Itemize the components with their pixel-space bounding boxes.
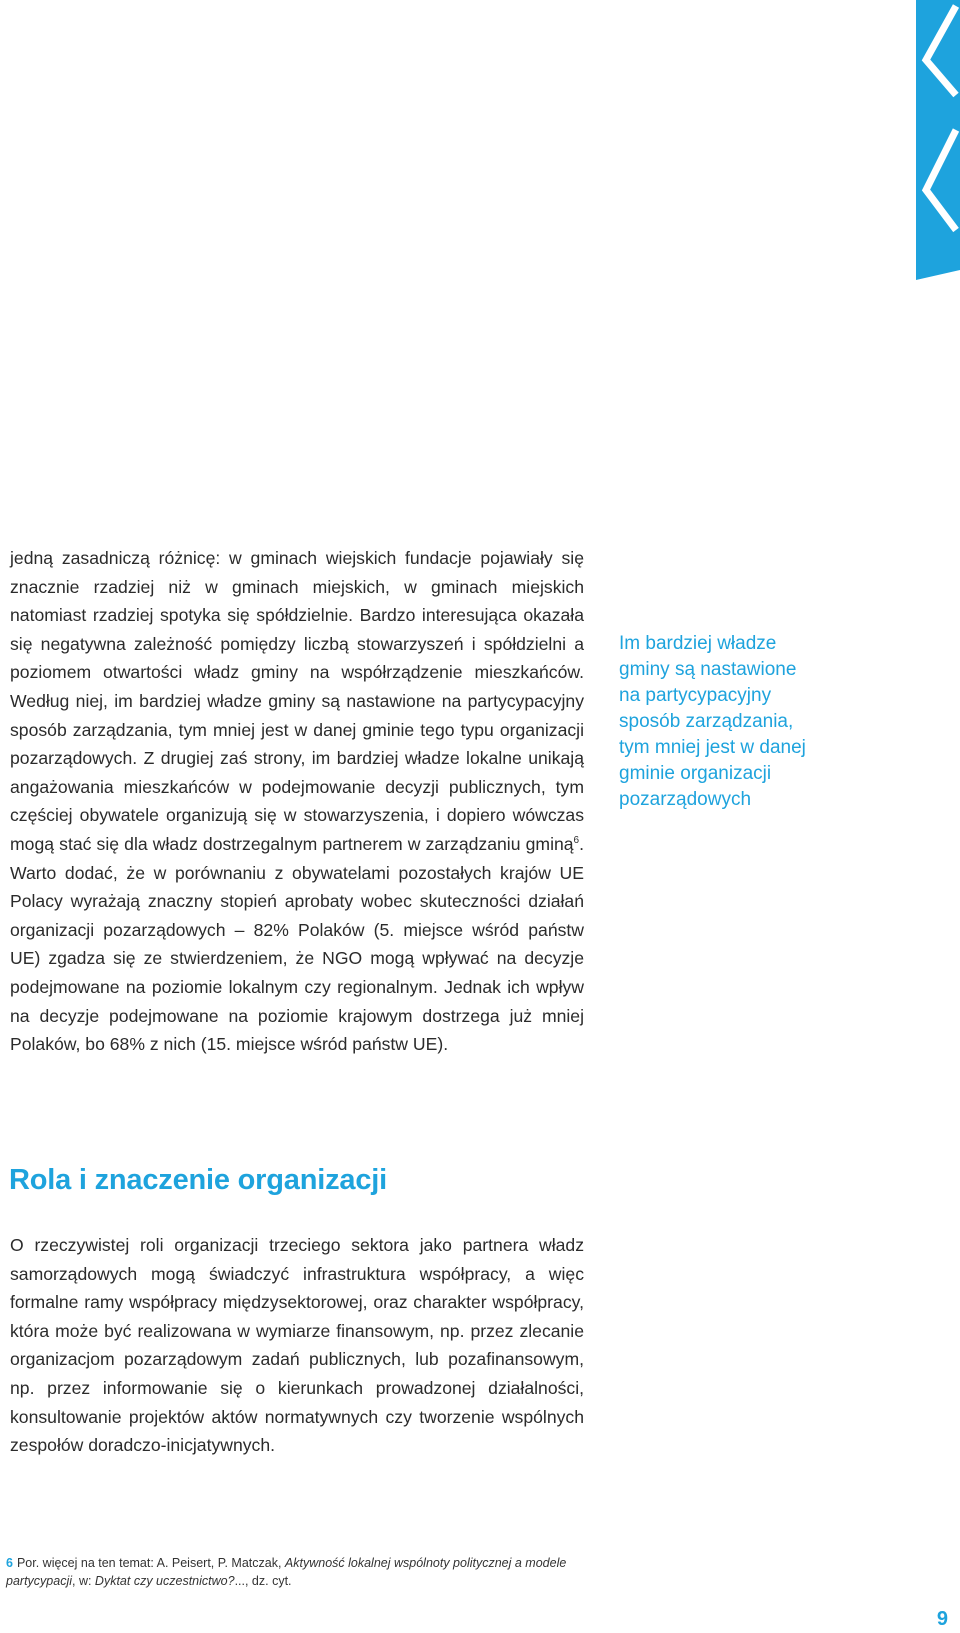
pull-quote-line: pozarządowych	[619, 789, 752, 810]
section-heading: Rola i znaczenie organizacji	[9, 1164, 387, 1196]
body-paragraph-2	[10, 1231, 584, 1460]
footnote	[6, 1554, 606, 1590]
footnote-source: Dyktat czy uczestnictwo?	[94, 1574, 235, 1588]
footnote-text-after: ..., dz. cyt.	[234, 1574, 292, 1588]
pull-quote-line: sposób zarządzania,	[619, 711, 794, 732]
footnote-text-middle: , w:	[72, 1574, 95, 1588]
footnote-number: 6	[6, 1556, 13, 1570]
paragraph-1-text: jedną zasadniczą różnicę: w gminach wiejskich fundacje pojawiały się znacznie rzadziej niż w gminach miejskich, w gminach miejskich natomiast rzadziej spotyka się spółdzielnie. Bardzo interesująca okazała się negatywna zależność pomiędzy liczbą stowarzyszeń i spółdzielni a poziomem otwartości władz gminy na współrządzenie mieszkańców. Według niej, im bardziej władze gminy są nastawione na partycypacyjny sposób zarządzania, tym mniej jest w danej gminie tego typu organizacji pozarządowych. Z drugiej zaś strony, im bardziej władze lokalne unikają angażowania mieszkańców w podejmowanie decyzji publicznych, tym częściej obywatele organizują się w stowarzyszenia, i dopiero wówczas mogą stać się dla władz dostrzegalnym partnerem w zarządzaniu gminą	[10, 548, 584, 854]
paragraph-2-text: O rzeczywistej roli organizacji trzeciego sektora jako partnera władz samorządowych mogą świadczyć infrastruktura współpracy, a więc formalne ramy współpracy międzysektorowej, oraz charakter współpracy, która może być realizowana w wymiarze finansowym, np. przez zlecanie organizacjom pozarządowym zadań publicznych, lub pozafinansowym, np. przez informowanie się o kierunkach prowadzonej działalności, konsultowanie projektów aktów normatywnych czy tworzenie wspólnych zespołów doradczo-inicjatywnych.	[10, 1235, 584, 1456]
pull-quote-line: na partycypacyjny	[619, 685, 772, 706]
pull-quote-line: Im bardziej władze	[619, 633, 777, 654]
body-paragraph-1	[10, 544, 584, 1059]
paragraph-1-continuation: . Warto dodać, że w porównaniu z obywatelami pozostałych krajów UE Polacy wyrażają znaczny stopień aprobaty wobec skuteczności działań organizacji pozarządowych – 82% Polaków (5. miejsce wśród państw UE) zgadza się ze stwierdzeniem, że NGO mogą wpływać na decyzje podejmowane na poziomie lokalnym czy regionalnym. Jednak ich wpływ na decyzje podejmowane na poziomie krajowym dostrzega już mniej Polaków, bo 68% z nich (15. miejsce wśród państw UE).	[10, 833, 584, 1055]
footnote-reference[interactable]: 6	[573, 835, 580, 847]
footnote-text-before: Por. więcej na ten temat: A. Peisert, P. Matczak,	[16, 1556, 285, 1570]
pull-quote-line: gminie organizacji	[619, 763, 772, 784]
pull-quote-line: tym mniej jest w danej	[619, 737, 806, 758]
corner-decoration-icon	[916, 0, 960, 280]
pull-quote-line: gminy są nastawione	[619, 659, 797, 680]
pull-quote	[619, 631, 859, 813]
page-number: 9	[936, 1608, 948, 1630]
footnote-title: Aktywność lokalnej wspólnoty politycznej a modele partycypacji	[6, 1556, 567, 1588]
